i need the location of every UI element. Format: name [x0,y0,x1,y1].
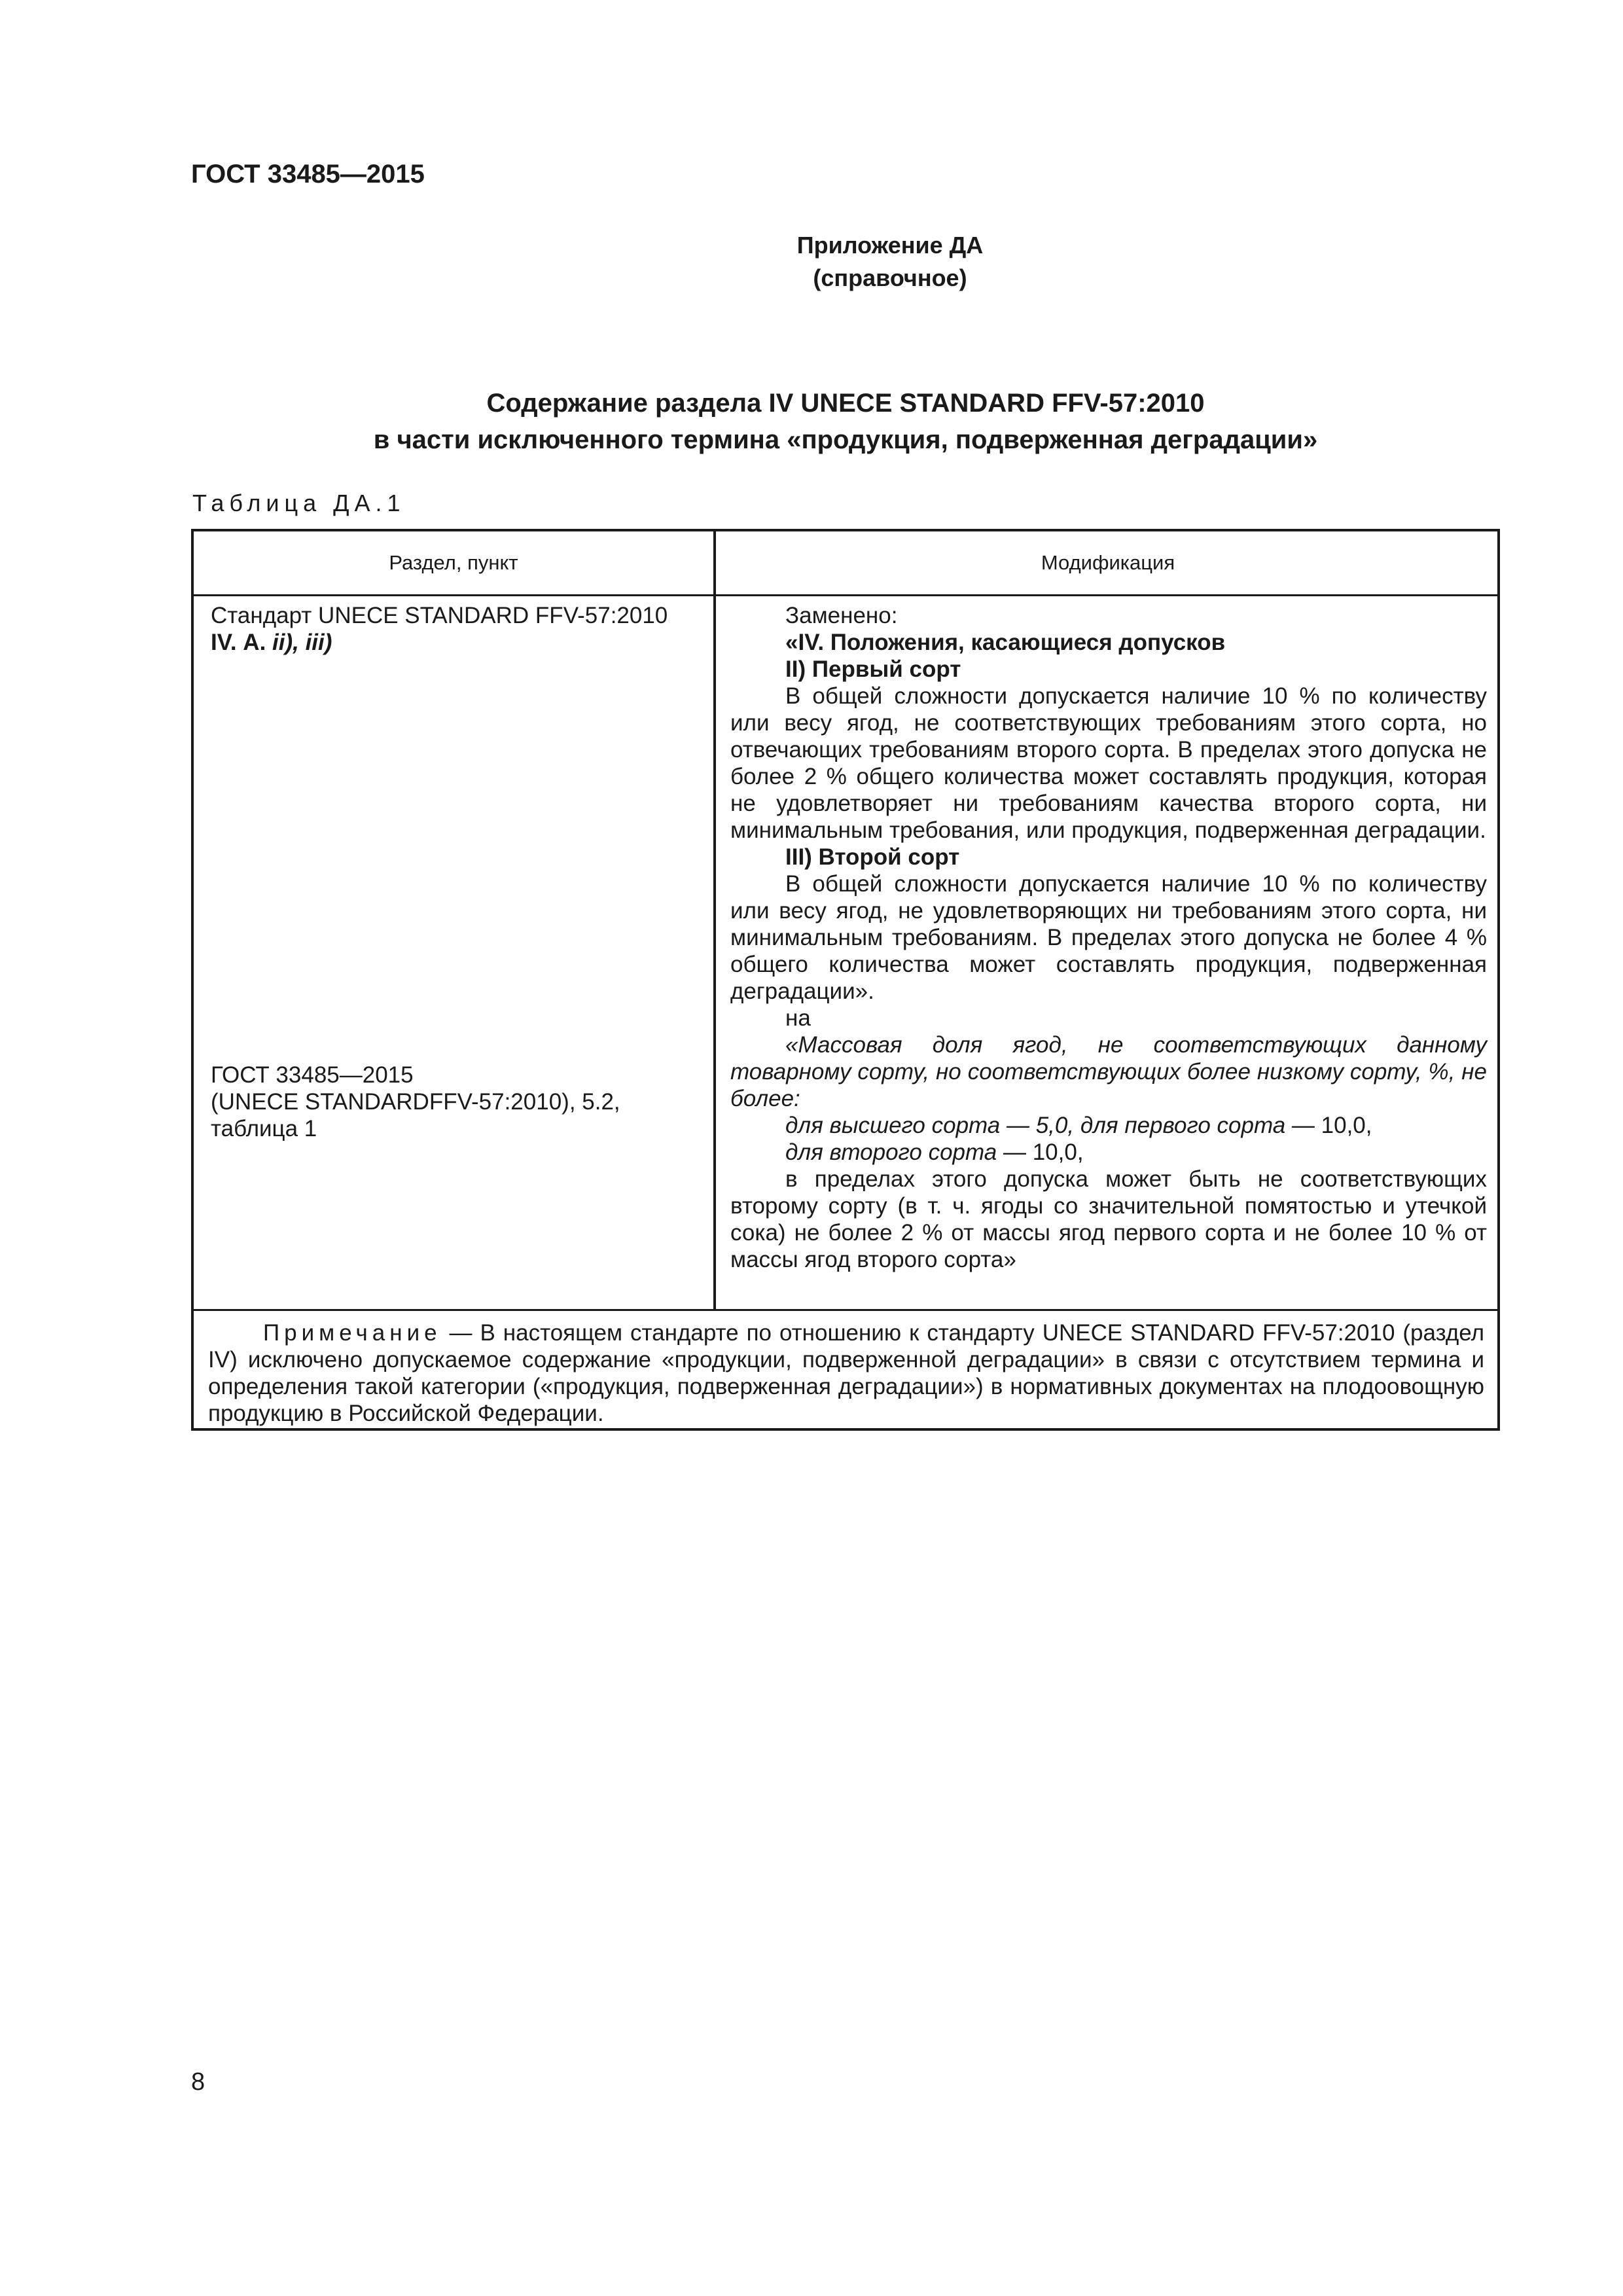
header-divider [194,594,1497,596]
target-reference [211,1062,708,1142]
grade-2-text: В общей сложности допускается наличие 10 % по количеству или весу ягод, не удовлетворяющих ни требованиям этого сорта, ни минимальным требованиям. В пределах этого допуска не более 4 % общего количества может составлять продукция, подверженная деградации». [730,871,1487,1004]
source-reference [211,602,708,656]
source-clause-italic: ii), iii) [272,630,332,655]
target-clause: (UNECE STANDARDFFV-57:2010), 5.2, [211,1089,620,1115]
column-divider [713,531,716,1310]
highest-grade-text: для высшего сорта — 5,0, для первого сорта [785,1113,1286,1138]
header-section: Раздел, пункт [389,551,518,574]
provisions-heading: «IV. Положения, касающиеся допусков [785,630,1226,655]
source-clause [211,629,708,656]
grade-1-text: В общей сложности допускается наличие 10 % по количеству или весу ягод, не соответствующих требованиям этого сорта, но отвечающих требованиям второго сорта. В пределах этого допуска не более 2 % общего количества может составлять продукция, которая не удовлетворяет ни требованиям качества второго сорта, ни минимальным требования, или продукция, подверженная деградации. [730,683,1487,843]
grade-1-heading: II) Первый сорт [785,656,961,682]
grade-2-heading: III) Второй сорт [785,844,960,870]
annex-title: Приложение ДА [796,232,984,259]
annex-subtitle: (справочное) [813,264,967,291]
section-title-line-2: в части исключенного термина «продукция, подверженная деградации» [373,425,1318,454]
section-title-line-1: Содержание раздела IV UNECE STANDARD FFV-57:2010 [486,389,1205,418]
target-table: таблица 1 [211,1116,317,1141]
table-note [208,1319,1484,1427]
target-standard: ГОСТ 33485—2015 [211,1062,414,1088]
header-modification: Модификация [1041,551,1175,574]
new-text: «Массовая доля ягод, не соответствующих данному товарному сорту, но соответствующих более низкому сорту, %, не более: [730,1032,1487,1111]
on-label: на [785,1005,811,1031]
modification-text [730,602,1487,1273]
comparison-table [191,529,1500,1431]
second-grade-line [730,1139,1487,1166]
document-code: ГОСТ 33485—2015 [191,160,425,188]
source-clause-bold: IV. А. [211,630,273,655]
highest-grade-value: — 10,0, [1285,1113,1372,1138]
note-divider [194,1309,1497,1311]
replaced-label: Заменено: [785,603,898,628]
second-grade-value: — 10,0, [997,1139,1084,1165]
highest-grade-line [730,1112,1487,1139]
final-text: в пределах этого допуска может быть не соответствующих второму сорту (в т. ч. ягоды со значительной помятостью и утечкой сока) не более 2 % от массы ягод первого сорта и не более 10 % от массы ягод второго сорта» [730,1166,1487,1272]
note-text: — В настоящем стандарте по отношению к стандарту UNECE STANDARD FFV-57:2010 (раздел IV) исключено допускаемое содержание «продукции, подверженной деградации» в связи с отсутствием термина и определения такой категории («продукция, подверженная деградации») в нормативных документах на плодоовощную продукцию в Российской Федерации. [208,1320,1484,1426]
note-label: Примечание [263,1320,442,1346]
section-title [191,385,1500,458]
annex-heading [0,229,1623,295]
page-number: 8 [191,2068,205,2096]
second-grade-text: для второго сорта [785,1139,997,1165]
table-label: Таблица ДА.1 [192,490,406,516]
source-standard: Стандарт UNECE STANDARD FFV-57:2010 [211,603,668,628]
